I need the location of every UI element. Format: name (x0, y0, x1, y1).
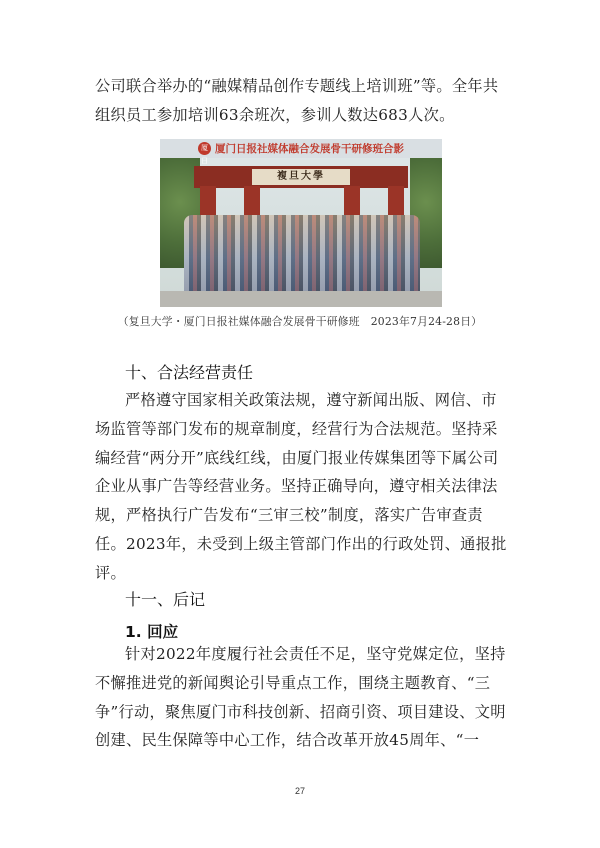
paragraph-response: 针对2022年度履行社会责任不足，坚守党媒定位，坚持不懈推进党的新闻舆论引导重点工作，围绕主题教育、“三争”行动，聚焦厦门市科技创新、招商引资、项目建设、文明创建、民生保障等中心工作，结合改革开放45周年、“一 (95, 645, 506, 750)
subheading-response: 1. 回应 (125, 623, 179, 641)
section-heading-postscript: 十一、后记 (125, 590, 206, 609)
photo-banner (160, 139, 442, 165)
photo-banner-text: 厦门日报社媒体融合发展骨干研修班合影 (215, 143, 404, 155)
page-number: 27 (294, 786, 305, 796)
group-photo (160, 139, 442, 307)
photo-caption: （复旦大学・厦门日报社媒体融合发展骨干研修班 2023年7月24-28日） (117, 315, 483, 328)
paragraph-legal-operations: 严格遵守国家相关政策法规，遵守新闻出版、网信、市场监管等部门发布的规章制度，经营行为合法规范。坚持采编经营“两分开”底线红线，由厦门报业传媒集团等下属公司企业从事广告等经营业务。坚持正确导向，遵守相关法律法规，严格执行广告发布“三审三校”制度，落实广告审查责任。2023年，未受到上级主管部门作出的行政处罚、通报批评。 (95, 391, 507, 582)
group-of-people (184, 215, 420, 293)
section-heading-legal-operations: 十、合法经营责任 (125, 363, 254, 382)
newspaper-logo-icon: 厦日 (198, 142, 211, 155)
paragraph-training: 公司联合举办的“融媒精品创作专题线上培训班”等。全年共组织员工参加培训63余班次，参训人数达683人次。 (95, 77, 499, 124)
ground (160, 291, 442, 307)
gate-sign: 複旦大學 (252, 169, 350, 185)
